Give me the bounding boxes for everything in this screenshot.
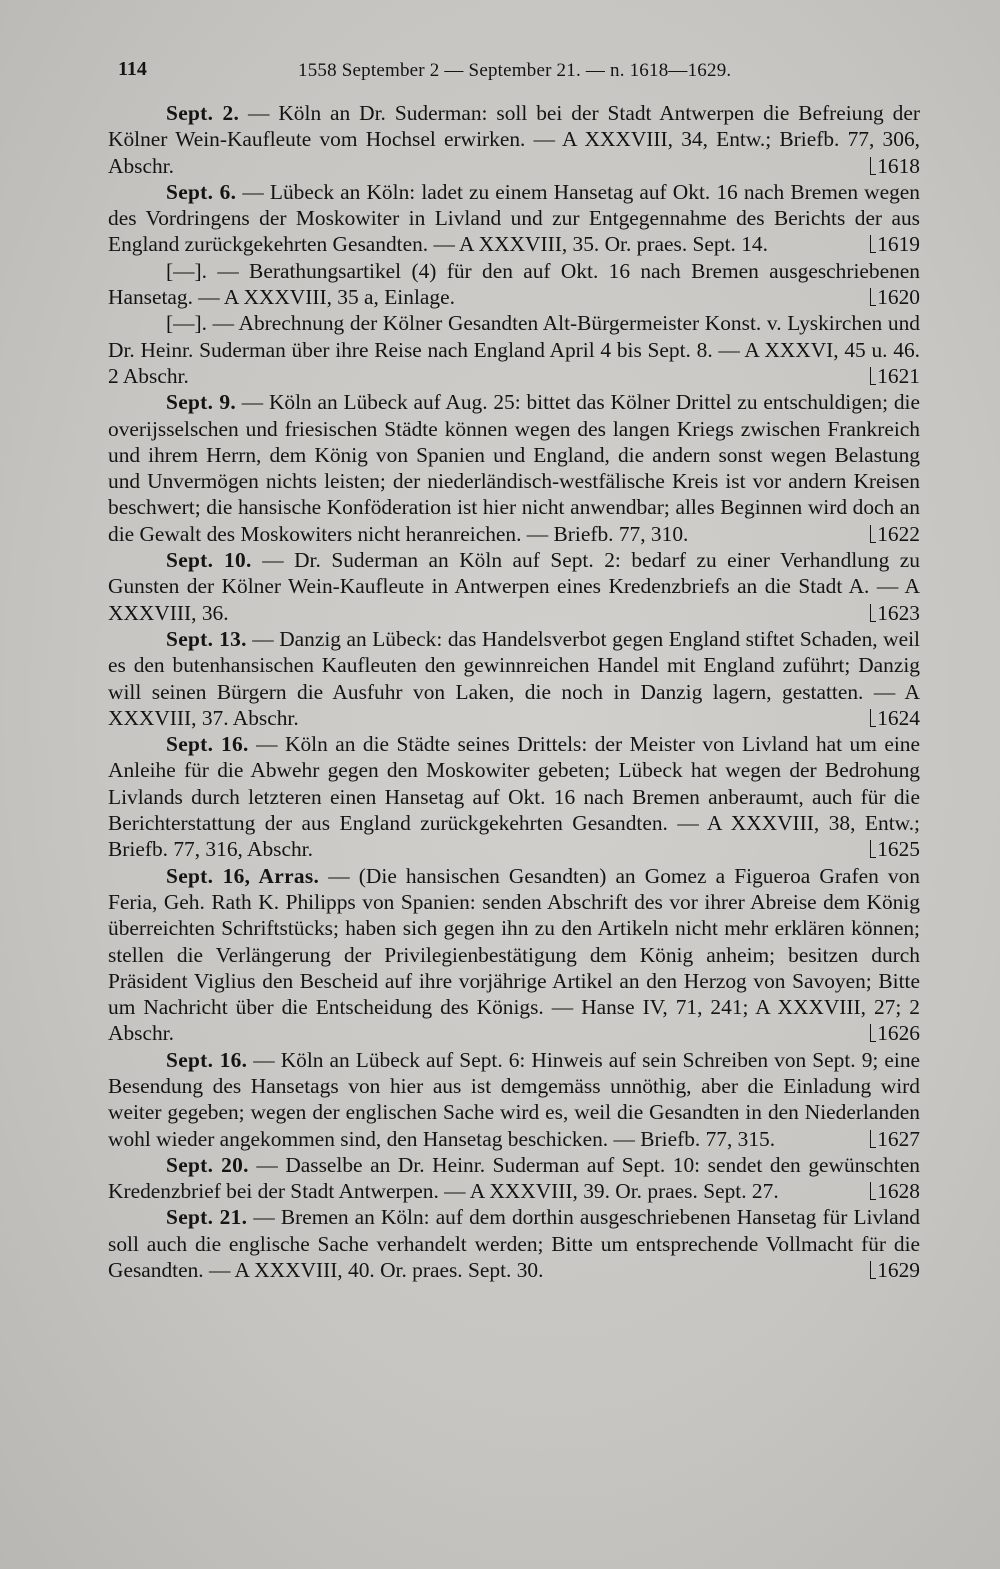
entry-text: — Köln an die Städte seines Drittels: der Meister von Livland hat um eine Anleihe für die Abwehr gegen den Moskowiter gebeten; Lübeck hat wegen der Bedrohung Livlands durch letzteren einen Hansetag auf Okt. 16 nach Bremen anberaumt, auch für die Berichterstattung der aus England zurückgekehrten Gesandten. — A XXXVIII, 38, Entw.; Briefb. 77, 316, Abschr. (108, 732, 920, 862)
entry-date: Sept. 20. (166, 1152, 249, 1177)
entry-text: — (Die hansischen Gesandten) an Gomez a Figueroa Grafen von Feria, Geh. Rath K. Philipps von Spanien: senden Abschrift des vor ihrer Abreise dem König überreichten Schriftstücks; haben sich gegen ihn zu den Artikeln nicht mehr erklären können; stellen die Verlängerung der Privilegienbestätigung dem König anheim; besitzen durch Präsident Viglius den Bescheid auf ihre vorjährige Artikel an den Herzog von Savoyen; Bitte um Nachricht über die Entscheidung des Königs. — Hanse IV, 71, 241; A XXXVIII, 27; 2 Abschr. (108, 863, 920, 1046)
entry-number: 1628 (812, 1178, 920, 1204)
entry-date: Sept. 6. (166, 179, 237, 204)
entry-text: — Köln an Dr. Suderman: soll bei der Stadt Antwerpen die Befreiung der Kölner Wein-Kaufleute vom Hochsel erwirken. — A XXXVIII, 34, Entw.; Briefb. 77, 306, Abschr. (108, 101, 920, 178)
entry-date: Sept. 13. (166, 626, 247, 651)
entry-number: 1619 (812, 231, 920, 257)
page-body (108, 100, 920, 1283)
entry-1626 (108, 863, 920, 1047)
entry-number: 1623 (812, 600, 920, 626)
entry-1623 (108, 547, 920, 626)
entry-1618 (108, 100, 920, 179)
entry-date: Sept. 10. (166, 548, 252, 573)
entry-text: — Köln an Lübeck auf Aug. 25: bittet das Kölner Drittel zu entschuldigen; die overijsselschen und friesischen Städte können wegen des langen Kriegs zwischen Frankreich und ihrem Herrn, dem König von Spanien und England, die andern sonst wegen Belastung und Unvermögen nichts leisten; der niederländisch-westfälische Kreis ist vor andern Kreisen beschwert; die hansische Konföderation ist hier nicht anwendbar; alles Beginnen wird doch an die Gewalt des Moskowiters nicht heranreichen. — Briefb. 77, 310. (108, 390, 920, 546)
entry-1625 (108, 731, 920, 862)
entry-1627 (108, 1047, 920, 1152)
entry-1622 (108, 389, 920, 547)
entry-text: — Dr. Suderman an Köln auf Sept. 2: bedarf zu einer Verhandlung zu Gunsten der Kölner Wein-Kaufleute in Antwerpen eines Kredenzbriefs an die Stadt A. — A XXXVIII, 36. (108, 548, 920, 625)
entry-number: 1629 (812, 1257, 920, 1283)
entry-number: 1618 (812, 153, 920, 179)
entry-date: Sept. 16. (166, 1047, 248, 1072)
entry-number: 1622 (812, 521, 920, 547)
running-head: 1558 September 2 — September 21. — n. 1618—1629. (298, 60, 732, 81)
entry-text: — Berathungsartikel (4) für den auf Okt. 16 nach Bremen ausgeschriebenen Hansetag. — A XXXVIII, 35 a, Einlage. (108, 258, 920, 310)
entry-1629 (108, 1204, 920, 1283)
entry-date: Sept. 2. (166, 101, 240, 125)
entry-number: 1626 (812, 1020, 920, 1046)
entry-date: [—]. (166, 258, 207, 283)
entry-1628 (108, 1152, 920, 1205)
entry-number: 1621 (812, 363, 920, 389)
entry-text: — Danzig an Lübeck: das Handelsverbot gegen England stiftet Schaden, weil es den butenhansischen Kaufleuten den gewinnreichen Handel mit England zuführt; Danzig will seinen Bürgern die Ausfuhr von Laken, die noch in Danzig lagern, gestatten. — A XXXVIII, 37. Abschr. (108, 626, 920, 730)
entry-date: Sept. 21. (166, 1205, 248, 1230)
entry-date: Sept. 16, Arras. (166, 863, 320, 888)
entry-date: [—]. (166, 311, 207, 336)
entry-1624 (108, 626, 920, 731)
entry-text: — Bremen an Köln: auf dem dorthin ausgeschriebenen Hansetag für Livland soll auch die englische Sache verhandelt werden; Bitte um entsprechende Vollmacht für die Gesandten. — A XXXVIII, 40. Or. praes. Sept. 30. (108, 1205, 921, 1283)
entry-text: — Lübeck an Köln: ladet zu einem Hansetag auf Okt. 16 nach Bremen wegen des Vordringens der Moskowiter in Livland und zur Entgegennahme des Berichts der aus England zurückgekehrten Gesandten. — A XXXVIII, 35. Or. praes. Sept. 14. (108, 179, 920, 257)
entry-date: Sept. 16. (166, 732, 249, 757)
entry-date: Sept. 9. (166, 390, 236, 415)
entry-1621 (108, 310, 920, 389)
entry-number: 1620 (812, 284, 920, 310)
page-number: 114 (118, 58, 147, 80)
entry-1620 (108, 258, 920, 311)
entry-text: — Dasselbe an Dr. Heinr. Suderman auf Sept. 10: sendet den gewünschten Kredenzbrief bei der Stadt Antwerpen. — A XXXVIII, 39. Or. praes. Sept. 27. (108, 1152, 921, 1204)
page-header (118, 58, 922, 88)
entry-text: — Köln an Lübeck auf Sept. 6: Hinweis auf sein Schreiben von Sept. 9; eine Besendung des Hansetags von hier aus ist demgemäss unnöthig, aber die Einladung wird weiter gegeben; wegen der englischen Sache wird es, weil die Gesandten in den Niederlanden wohl wieder angekommen sind, den Hansetag beschicken. — Briefb. 77, 315. (108, 1047, 921, 1151)
entry-text: — Abrechnung der Kölner Gesandten Alt-Bürgermeister Konst. v. Lyskirchen und Dr. Heinr. Suderman über ihre Reise nach England April 4 bis Sept. 8. — A XXXVI, 45 u. 46. 2 Abschr. (108, 311, 920, 388)
entry-number: 1624 (812, 705, 920, 731)
entry-number: 1625 (812, 836, 920, 862)
entry-1619 (108, 179, 920, 258)
entry-number: 1627 (812, 1126, 920, 1152)
